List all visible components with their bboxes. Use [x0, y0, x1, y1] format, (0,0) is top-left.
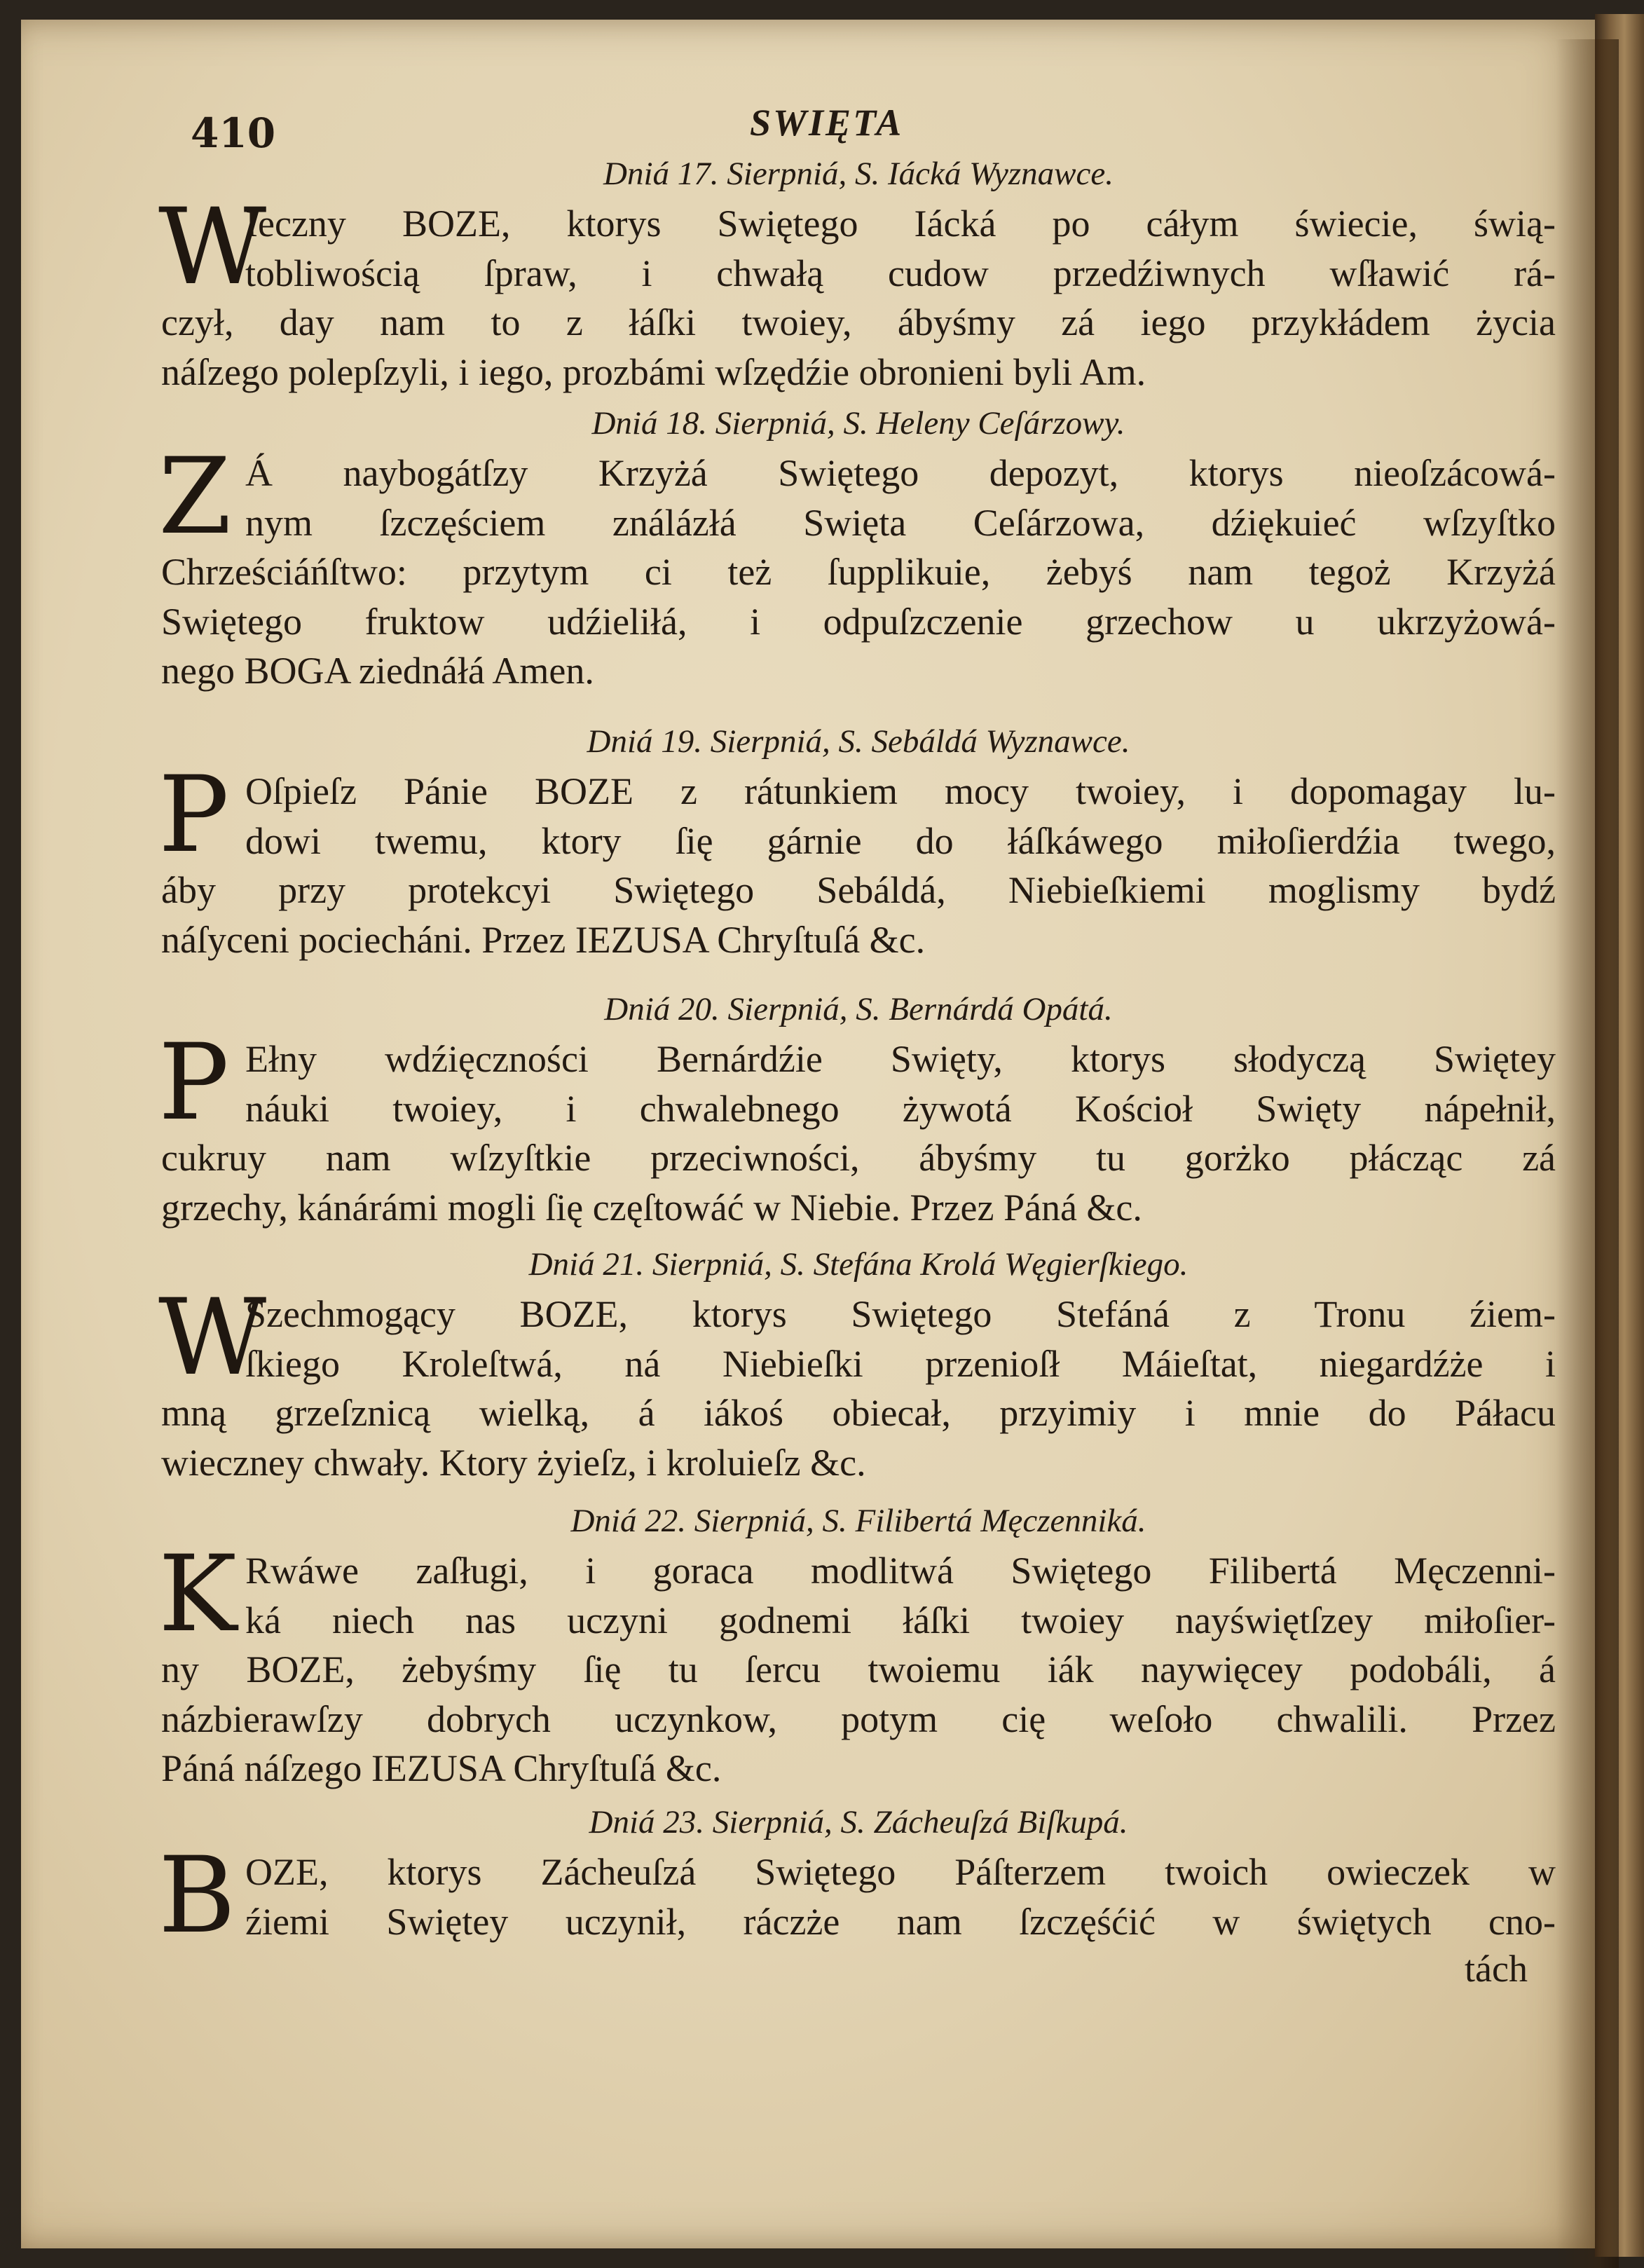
- running-head: SWIĘTA: [750, 102, 904, 144]
- entry-heading: Dniá 17. Sierpniá, S. Iácká Wyznawce.: [603, 156, 1114, 192]
- entry-heading: Dniá 22. Sierpniá, S. Filibertá Męczenniká.: [570, 1503, 1146, 1539]
- entry-heading: Dniá 20. Sierpniá, S. Bernárdá Opátá.: [604, 991, 1113, 1027]
- entry-body: [158, 1022, 1556, 1232]
- prayer-entry: [158, 720, 1556, 964]
- text-line: Chrześciáńſtwo: przytym ci też ſupplikuie, żebyś nam tegoż Krzyżá: [161, 551, 1556, 593]
- entry-heading: Dniá 18. Sierpniá, S. Heleny Ceſárzowy.: [591, 405, 1125, 442]
- drop-cap: W: [158, 186, 267, 308]
- text-line: náuki twoiey, i chwalebnego żywotá Kościoł Swięty nápełnił,: [245, 1087, 1556, 1130]
- text-line: Páná náſzego IEZUSA Chryſtuſá &c.: [161, 1747, 722, 1789]
- text-line: tobliwością ſpraw, i chwałą cudow przedźiwnych wſławić rá-: [245, 252, 1556, 294]
- text-line: Swiętego fruktow udźieliłá, i odpuſzczenie grzechow u ukrzyżowá-: [161, 600, 1556, 643]
- text-line: náſyceni pociecháni. Przez IEZUSA Chryſtuſá &c.: [161, 918, 926, 961]
- prayer-entry: [158, 1500, 1556, 1794]
- text-line: Á naybogátſzy Krzyżá Swiętego depozyt, ktorys nieoſzácowá-: [245, 452, 1556, 494]
- entry-heading: Dniá 21. Sierpniá, S. Stefána Krolá Węgierſkiego.: [528, 1246, 1189, 1283]
- entry-heading: Dniá 23. Sierpniá, S. Zácheuſzá Biſkupá.: [589, 1804, 1128, 1840]
- gutter-shadow: [1556, 39, 1619, 2268]
- text-line: źiemi Swiętey uczynił, ráczże nam ſzczęśćić w świętych cno-: [245, 1900, 1556, 1943]
- text-line: Szechmogący BOZE, ktorys Swiętego Stefáná z Tronu źiem-: [245, 1293, 1556, 1335]
- prayer-entry: [158, 1801, 1556, 1957]
- prayer-entry: [158, 153, 1556, 397]
- drop-cap: P: [158, 1022, 229, 1144]
- drop-cap: K: [158, 1533, 238, 1655]
- page-text-layer: [21, 20, 1595, 2248]
- entry-body: [158, 1835, 1556, 1957]
- drop-cap: W: [158, 1277, 267, 1399]
- text-line: OZE, ktorys Zácheuſzá Swiętego Páſterzem twoich owieczek w: [245, 1851, 1556, 1893]
- drop-cap: B: [158, 1835, 236, 1957]
- entry-heading: Dniá 19. Sierpniá, S. Sebáldá Wyznawce.: [587, 723, 1130, 760]
- prayer-entry: [158, 1243, 1556, 1487]
- text-line: wieczney chwały. Ktory żyieſz, i kroluieſz &c.: [161, 1441, 866, 1484]
- text-line: grzechy, kánárámi mogli ſię częſtowáć w Niebie. Przez Páná &c.: [161, 1186, 1142, 1229]
- text-line: Ełny wdźięczności Bernárdźie Swięty, ktorys słodyczą Swiętey: [245, 1038, 1556, 1080]
- text-line: náſzego polepſzyli, i iego, prozbámi wſzędźie obronieni byli Am.: [161, 350, 1146, 393]
- text-line: dowi twemu, ktory ſię gárnie do łáſkáwego miłoſierdźia twego,: [245, 819, 1556, 862]
- drop-cap: Z: [158, 436, 232, 558]
- text-line: czył, day nam to z łáſki twoiey, ábyśmy zá iego przykłádem życia: [161, 301, 1556, 343]
- drop-cap: P: [158, 754, 229, 876]
- book-page: [21, 20, 1595, 2248]
- prayer-entry: [158, 402, 1556, 696]
- text-line: áby przy protekcyi Swiętego Sebáldá, Niebieſkiemi moglismy bydź: [161, 869, 1556, 911]
- page-number: 410: [191, 109, 276, 157]
- text-line: cukruy nam wſzyſtkie przeciwności, ábyśmy tu gorżko płácząc zá: [161, 1137, 1556, 1179]
- catchword: tách: [1465, 1948, 1528, 1990]
- text-line: názbierawſzy dobrych uczynkow, potym cię weſoło chwalili. Przez: [161, 1697, 1556, 1740]
- text-line: mną grzeſznicą wielką, á iákoś obiecał, przyimiy i mnie do Páłacu: [161, 1392, 1556, 1434]
- text-line: ká niech nas uczyni godnemi łáſki twoiey nayświętſzey miłoſier-: [245, 1599, 1556, 1641]
- prayer-entry: [158, 988, 1556, 1232]
- entry-body: [158, 436, 1556, 696]
- text-line: ny BOZE, żebyśmy ſię tu ſercu twoiemu iák naywięcey podobáli, á: [161, 1648, 1556, 1690]
- entry-body: [158, 1533, 1556, 1794]
- entry-body: [158, 754, 1556, 964]
- text-line: nym ſzczęściem ználázłá Swięta Ceſárzowa, dźiękuieć wſzyſtko: [245, 501, 1556, 544]
- entry-body: [158, 1277, 1556, 1487]
- text-line: Rwáwe zaſługi, i goraca modlitwá Swiętego Filibertá Męczenni-: [245, 1550, 1556, 1592]
- text-line: ſkiego Kroleſtwá, ná Niebieſki przenioſł Máieſtat, niegardźże i: [245, 1342, 1556, 1385]
- entry-body: [158, 186, 1556, 397]
- text-line: Oſpieſz Pánie BOZE z rátunkiem mocy twoiey, i dopomagay lu-: [245, 770, 1556, 812]
- text-line: nego BOGA ziednáłá Amen.: [161, 650, 594, 692]
- text-line: Ieczny BOZE, ktorys Swiętego Iácká po cáłym świecie, świą-: [245, 203, 1556, 245]
